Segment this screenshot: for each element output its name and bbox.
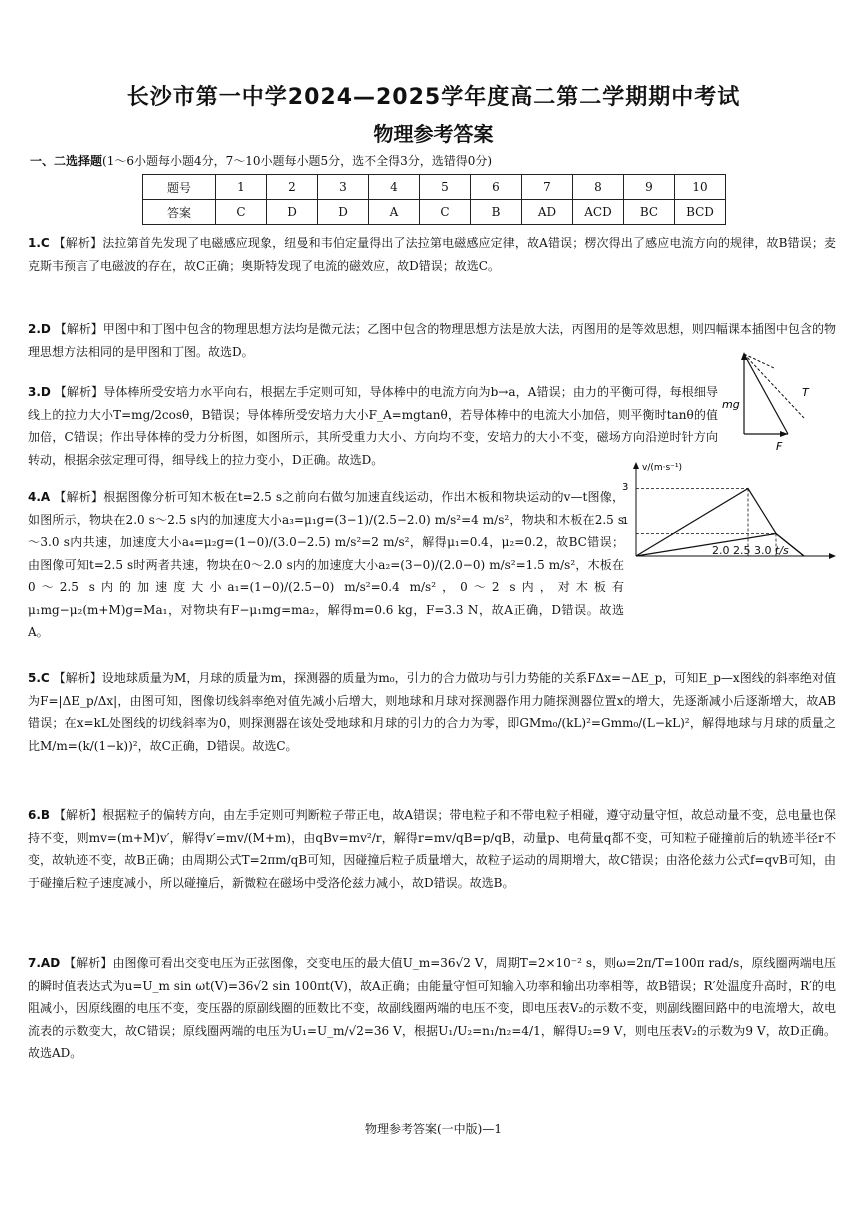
table-row-answers (143, 200, 726, 225)
y-axis-label: v/(m·s⁻¹) (642, 463, 683, 473)
x-tick-label: 2.5 (733, 544, 751, 557)
table-cell: D (267, 200, 318, 225)
table-cell: ACD (573, 200, 624, 225)
answer-table (142, 174, 726, 225)
question-number: 7.AD (28, 956, 61, 970)
table-cell: BCD (675, 200, 726, 225)
question-number: 5.C (28, 671, 50, 685)
table-cell: C (216, 200, 267, 225)
question-4 (28, 486, 624, 644)
label-force: F (776, 440, 783, 453)
question-1 (28, 232, 836, 277)
x-tick-labels (712, 544, 789, 557)
question-7 (28, 952, 836, 1065)
question-number: 4.A (28, 490, 51, 504)
x-tick-label: 3.0 (754, 544, 772, 557)
page-title: 长沙市第一中学2024—2025学年度高二第二学期期中考试 (126, 85, 741, 110)
table-cell: AD (522, 200, 573, 225)
label-tension: T (802, 386, 809, 399)
question-text: 【解析】设地球质量为M，月球的质量为m，探测器的质量为m₀，引力的合力做功与引力势能的关系FΔx=−ΔE_p，可知E_p—x图线的斜率绝对值为F=|ΔE_p/Δx|，由图可知，图像切线斜率绝对值先减小后增大，则地球和月球对探测器作用力随探测器位置x的增大，先逐渐减小后逐渐增大，故AB错误；在x=kL处图线的切线斜率为0，则探测器在该处受地球和月球的引力的合力为零，即GMm₀/(kL)²=Gmm₀/(L−kL)²，解得地球与月球的质量之比M/m=(k/(1−k))²，故C正确，D错误。故选C。 (28, 671, 836, 753)
table-cell: 9 (624, 175, 675, 200)
table-cell: A (369, 200, 420, 225)
section-title: 一、二选择题 (30, 154, 103, 168)
table-header-cell: 答案 (143, 200, 216, 225)
question-text: 【解析】根据图像分析可知木板在t=2.5 s之前向右做匀加速直线运动，作出木板和物块运动的v—t图像，如图所示，物块在2.0 s～2.5 s内的加速度大小a₃=μ₁g=(3−1)/(2.5−2.0) m/s²=4 m/s²，物块和木板在2.5 s～3.0 s内共速，加速度大小a₄=μ₂g=(1−0)/(3.0−2.5) m/s²=2 m/s²，解得μ₁=0.4，μ₂=0.2，故BC错误；由图像可知t=2.5 s时两者共速，物块在0～2.0 s内的加速度大小a₂=(3−0)/(2.0−0) m/s²=1.5 m/s²，木板在0～2.5 s内的加速度大小a₁=(1−0)/(2.5−0) m/s²=0.4 m/s²，0～2 s内，对木板有μ₁mg−μ₂(m+M)g=Ma₁，对物块有F−μ₁mg=ma₂，解得m=0.6 kg，F=3.3 N，故A正确，D错误。故选A。 (28, 490, 624, 639)
section-note: (1～6小题每小题4分，7～10小题每小题5分，选不全得3分，选错得0分) (102, 154, 493, 168)
table-cell: 4 (369, 175, 420, 200)
table-cell: C (420, 200, 471, 225)
force-diagram (722, 346, 832, 460)
page-footer: 物理参考答案(一中版)—1 (365, 1122, 502, 1136)
table-cell: 6 (471, 175, 522, 200)
table-cell: B (471, 200, 522, 225)
x-tick-label: 2.0 (712, 544, 730, 557)
question-text: 【解析】甲图中和丁图中包含的物理思想方法均是微元法；乙图中包含的物理思想方法是放大法，丙图用的是等效思想，则四幅课本插图中包含的物理思想方法相同的是甲图和丁图。故选D。 (28, 322, 836, 359)
y-tick-3: 3 (622, 482, 629, 493)
question-text: 【解析】法拉第首先发现了电磁感应现象，纽曼和韦伯定量得出了法拉第电磁感应定律，故A错误；楞次得出了感应电流方向的规律，故B错误；麦克斯韦预言了电磁波的存在，故C正确；奥斯特发现了电流的磁效应，故D错误；故选C。 (28, 236, 836, 273)
table-row-numbers (143, 175, 726, 200)
x-axis-label: t/s (775, 544, 789, 557)
y-tick-1: 1 (622, 516, 629, 527)
question-text: 【解析】导体棒所受安培力水平向右，根据左手定则可知，导体棒中的电流方向为b→a，A错误；由力的平衡可得，每根细导线上的拉力大小T=mg/2cosθ，B错误；导体棒所受安培力大小F_A=mgtanθ，若导体棒中的电流大小加倍，则平衡时tanθ的值加倍，C错误；作出导体棒的受力分析图，如图所示，其所受重力大小、方向均不变，安培力的大小不变，磁场方向沿逆时针方向转动，根据余弦定理可得，细导线上的拉力变小，D正确。故选D。 (28, 385, 718, 467)
label-gravity: mg (722, 398, 740, 411)
question-number: 1.C (28, 236, 50, 250)
table-cell: BC (624, 200, 675, 225)
table-cell: 10 (675, 175, 726, 200)
question-number: 3.D (28, 385, 51, 399)
question-2 (28, 318, 836, 363)
table-cell: D (318, 200, 369, 225)
table-cell: 5 (420, 175, 471, 200)
page-subtitle: 物理参考答案 (373, 122, 494, 146)
question-number: 6.B (28, 808, 51, 822)
question-5 (28, 667, 836, 757)
vt-chart (612, 458, 838, 566)
table-header-cell: 题号 (143, 175, 216, 200)
table-cell: 1 (216, 175, 267, 200)
table-cell: 7 (522, 175, 573, 200)
table-cell: 3 (318, 175, 369, 200)
question-text: 【解析】由图像可看出交变电压为正弦图像，交变电压的最大值U_m=36√2 V，周期T=2×10⁻² s，则ω=2π/T=100π rad/s，原线圈两端电压的瞬时值表达式为u=U_m sin ωt(V)=36√2 sin 100πt(V)，故A正确；由能量守恒可知输入功率和输出功率相等，故B错误；R′处温度升高时，R′的电阻减小，因原线圈的电压不变，变压器的原副线圈的匝数比不变，故副线圈两端的电压不变，即电压表V₂的示数不变，则副线圈回路中的电流增大，故电流表的示数变大，故C错误；原线圈两端的电压为U₁=U_m/√2=36 V，根据U₁/U₂=n₁/n₂=4/1，解得U₂=9 V，则电压表V₂的示数为9 V，故D正确。故选AD。 (28, 956, 836, 1060)
table-cell: 2 (267, 175, 318, 200)
question-text: 【解析】根据粒子的偏转方向，由左手定则可判断粒子带正电，故A错误；带电粒子和不带电粒子相碰，遵守动量守恒，故总动量不变，总电量也保持不变，则mv=(m+M)v′，解得v′=mv/(M+m)，由qBv=mv²/r，解得r=mv/qB=p/qB，动量p、电荷量q都不变，可知粒子碰撞前后的轨迹半径r不变，故轨迹不变，故B正确；由周期公式T=2πm/qB可知，因碰撞后粒子质量增大，故粒子运动的周期增大，故C错误；由洛伦兹力公式f=qvB可知，由于碰撞后粒子速度减小，所以碰撞后，新微粒在磁场中受洛伦兹力减小，故D错误。故选B。 (28, 808, 836, 890)
section-heading (30, 152, 492, 169)
question-number: 2.D (28, 322, 51, 336)
question-6 (28, 804, 836, 894)
table-cell: 8 (573, 175, 624, 200)
